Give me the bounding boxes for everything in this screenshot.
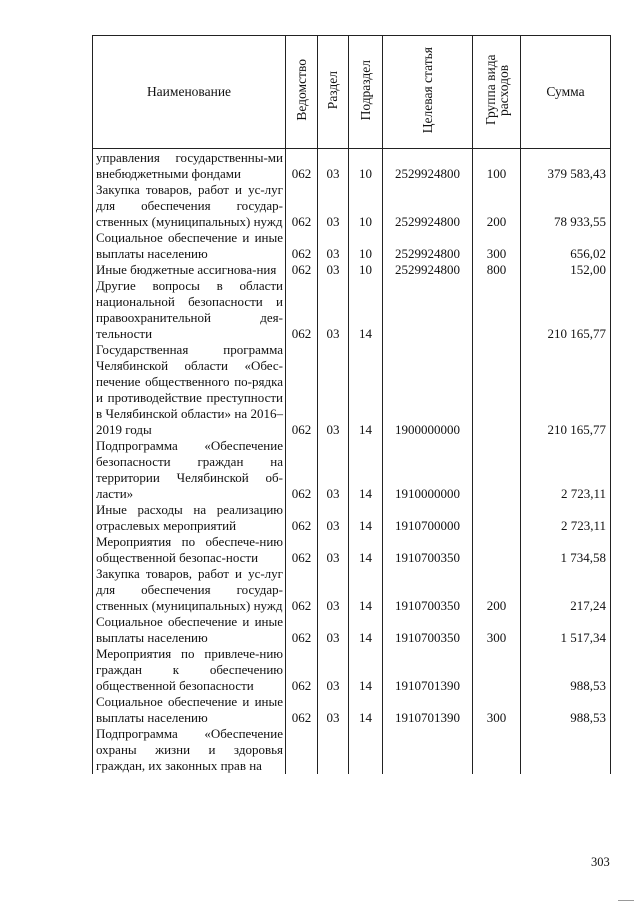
cell-summa: 988,53	[521, 694, 611, 726]
cell-podrazdel: 14	[349, 566, 383, 614]
cell-podrazdel: 14	[349, 614, 383, 646]
cell-name: управления государственны-ми внебюджетными фондами	[93, 149, 286, 183]
cell-razdel: 03	[318, 438, 349, 502]
cell-gruppa: 100	[473, 149, 521, 183]
cell-razdel: 03	[318, 502, 349, 534]
table-row	[93, 149, 611, 183]
cell-razdel: 03	[318, 278, 349, 342]
cell-podrazdel: 14	[349, 646, 383, 694]
cell-razdel: 03	[318, 342, 349, 438]
cell-celevaya: 2529924800	[383, 149, 473, 183]
cell-celevaya: 1900000000	[383, 342, 473, 438]
cell-name: Иные бюджетные ассигнова-ния	[93, 262, 286, 278]
cell-razdel: 03	[318, 646, 349, 694]
cell-celevaya	[383, 726, 473, 774]
cell-summa: 210 165,77	[521, 342, 611, 438]
cell-podrazdel: 14	[349, 534, 383, 566]
cell-podrazdel: 14	[349, 502, 383, 534]
table-row	[93, 278, 611, 342]
page-number: 303	[591, 855, 610, 869]
cell-gruppa	[473, 502, 521, 534]
cell-name: Мероприятия по привлече-нию граждан к обеспечению общественной безопасности	[93, 646, 286, 694]
cell-ved: 062	[286, 502, 318, 534]
cell-name: Социальное обеспечение и иные выплаты населению	[93, 230, 286, 262]
table-row	[93, 262, 611, 278]
cell-gruppa	[473, 278, 521, 342]
cell-ved: 062	[286, 262, 318, 278]
cell-gruppa	[473, 534, 521, 566]
cell-ved: 062	[286, 566, 318, 614]
cell-gruppa: 200	[473, 566, 521, 614]
cell-summa: 2 723,11	[521, 502, 611, 534]
table-header-row	[93, 36, 611, 149]
cell-ved: 062	[286, 182, 318, 230]
cell-razdel: 03	[318, 230, 349, 262]
cell-gruppa: 800	[473, 262, 521, 278]
cell-name: Подпрограмма «Обеспечение охраны жизни и здоровья граждан, их законных прав на	[93, 726, 286, 774]
table-row	[93, 614, 611, 646]
cell-celevaya: 1910700350	[383, 614, 473, 646]
cell-celevaya: 1910000000	[383, 438, 473, 502]
cell-name: Социальное обеспечение и иные выплаты населению	[93, 694, 286, 726]
cell-celevaya: 2529924800	[383, 230, 473, 262]
cell-celevaya: 1910700350	[383, 566, 473, 614]
cell-celevaya: 1910700350	[383, 534, 473, 566]
cell-podrazdel	[349, 726, 383, 774]
table-row	[93, 502, 611, 534]
cell-gruppa: 300	[473, 694, 521, 726]
cell-name: Государственная программа Челябинской области «Обес-печение общественного по-рядка и противодействие преступности в Челябинской области» на 2016–2019 годы	[93, 342, 286, 438]
cell-razdel: 03	[318, 694, 349, 726]
cell-gruppa	[473, 342, 521, 438]
cell-razdel: 03	[318, 614, 349, 646]
cell-podrazdel: 14	[349, 342, 383, 438]
cell-name: Закупка товаров, работ и ус-луг для обеспечения государ-ственных (муниципальных) нужд	[93, 182, 286, 230]
cell-razdel: 03	[318, 149, 349, 183]
cell-podrazdel: 10	[349, 230, 383, 262]
cell-summa: 379 583,43	[521, 149, 611, 183]
cell-summa: 1 517,34	[521, 614, 611, 646]
footer-mark	[618, 900, 634, 901]
cell-podrazdel: 14	[349, 438, 383, 502]
cell-ved: 062	[286, 694, 318, 726]
cell-gruppa: 300	[473, 230, 521, 262]
table-body	[93, 149, 611, 775]
cell-podrazdel: 10	[349, 149, 383, 183]
header-ved: Ведомство	[286, 36, 318, 149]
table-row	[93, 646, 611, 694]
cell-ved: 062	[286, 342, 318, 438]
cell-ved: 062	[286, 438, 318, 502]
budget-table-page	[92, 35, 610, 835]
table-row	[93, 230, 611, 262]
cell-name: Другие вопросы в области национальной безопасности и правоохранительной дея-тельности	[93, 278, 286, 342]
cell-name: Социальное обеспечение и иные выплаты населению	[93, 614, 286, 646]
header-razdel: Раздел	[318, 36, 349, 149]
cell-ved	[286, 726, 318, 774]
cell-ved: 062	[286, 534, 318, 566]
budget-table	[92, 35, 611, 774]
cell-summa: 2 723,11	[521, 438, 611, 502]
table-row	[93, 694, 611, 726]
table-row	[93, 342, 611, 438]
cell-podrazdel: 14	[349, 694, 383, 726]
table-row	[93, 566, 611, 614]
cell-celevaya: 2529924800	[383, 262, 473, 278]
header-gruppa: Группа вида расходов	[473, 36, 521, 149]
cell-ved: 062	[286, 646, 318, 694]
cell-razdel: 03	[318, 566, 349, 614]
cell-celevaya: 1910700000	[383, 502, 473, 534]
cell-gruppa: 300	[473, 614, 521, 646]
cell-ved: 062	[286, 278, 318, 342]
table-row	[93, 438, 611, 502]
table-row	[93, 726, 611, 774]
header-summa: Сумма	[521, 36, 611, 149]
cell-name: Подпрограмма «Обеспечение безопасности граждан на территории Челябинской об-ласти»	[93, 438, 286, 502]
cell-name: Иные расходы на реализацию отраслевых мероприятий	[93, 502, 286, 534]
table-row	[93, 534, 611, 566]
cell-celevaya: 1910701390	[383, 646, 473, 694]
cell-razdel	[318, 726, 349, 774]
cell-celevaya: 2529924800	[383, 182, 473, 230]
header-celevaya: Целевая статья	[383, 36, 473, 149]
table-row	[93, 182, 611, 230]
cell-razdel: 03	[318, 182, 349, 230]
cell-celevaya	[383, 278, 473, 342]
cell-summa: 1 734,58	[521, 534, 611, 566]
cell-summa: 656,02	[521, 230, 611, 262]
cell-celevaya: 1910701390	[383, 694, 473, 726]
cell-podrazdel: 14	[349, 278, 383, 342]
cell-podrazdel: 10	[349, 262, 383, 278]
cell-ved: 062	[286, 230, 318, 262]
header-name: Наименование	[93, 36, 286, 149]
cell-gruppa: 200	[473, 182, 521, 230]
cell-gruppa	[473, 438, 521, 502]
cell-ved: 062	[286, 614, 318, 646]
cell-summa: 988,53	[521, 646, 611, 694]
cell-summa: 152,00	[521, 262, 611, 278]
cell-summa: 78 933,55	[521, 182, 611, 230]
cell-razdel: 03	[318, 262, 349, 278]
cell-gruppa	[473, 726, 521, 774]
cell-podrazdel: 10	[349, 182, 383, 230]
cell-summa: 217,24	[521, 566, 611, 614]
cell-name: Мероприятия по обеспече-нию общественной безопас-ности	[93, 534, 286, 566]
cell-summa: 210 165,77	[521, 278, 611, 342]
cell-razdel: 03	[318, 534, 349, 566]
cell-name: Закупка товаров, работ и ус-луг для обеспечения государ-ственных (муниципальных) нужд	[93, 566, 286, 614]
header-podrazdel: Подраздел	[349, 36, 383, 149]
cell-ved: 062	[286, 149, 318, 183]
cell-summa	[521, 726, 611, 774]
cell-gruppa	[473, 646, 521, 694]
